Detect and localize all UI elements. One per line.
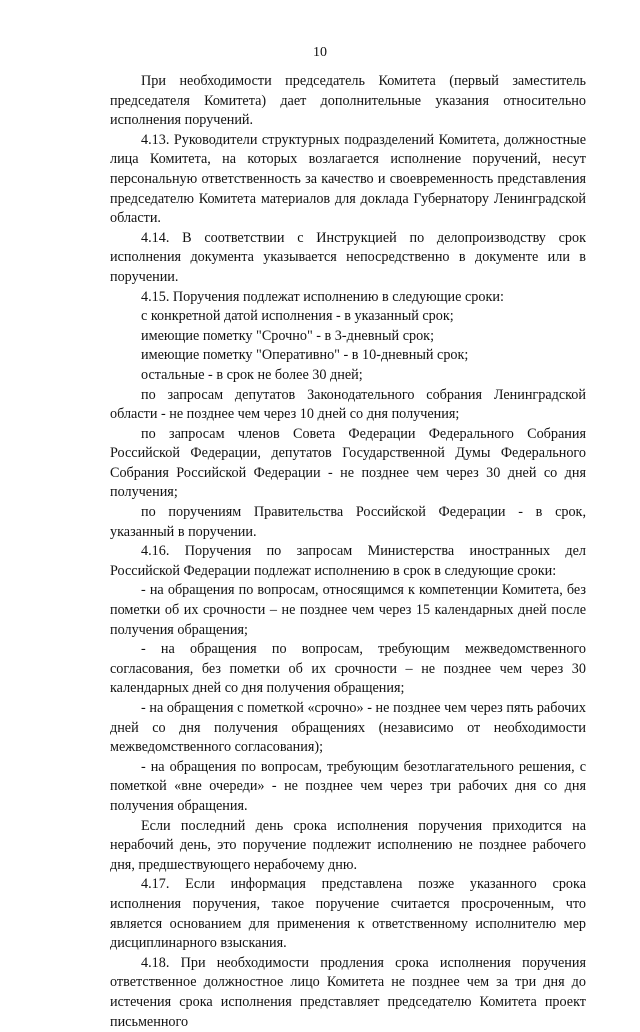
paragraph-additional-instructions: При необходимости председатель Комитета (первый заместитель председателя Комитета) дает дополнительные указания относительно исполнения поручений. [110,73,586,129]
paragraph-4-14: 4.14. В соответствии с Инструкцией по делопроизводству срок исполнения документа указывается непосредственно в документе или в поручении. [110,229,586,285]
mfa-item-competence: - на обращения по вопросам, относящимся к компетенции Комитета, без пометки об их срочности – не позднее чем через 15 календарных дней после получения обращения; [110,582,586,638]
paragraph-4-16: 4.16. Поручения по запросам Министерства иностранных дел Российской Федерации подлежат исполнению в срок в следующие сроки: [110,543,586,579]
paragraph-4-15: 4.15. Поручения подлежат исполнению в следующие сроки: [141,288,504,305]
page-number: 10 [313,45,327,60]
paragraph-4-17: 4.17. Если информация представлена позже указанного срока исполнения поручения, такое поручение считается просроченным, что является основанием для применения к ответственному исполнителю мер дисциплинарного взыскания. [110,876,586,952]
deadline-item-regional-deputies: по запросам депутатов Законодательного собрания Ленинградской области - не позднее чем через 10 дней со дня получения; [110,386,586,423]
paragraph-4-13: 4.13. Руководители структурных подразделений Комитета, должностные лица Комитета, на которых возлагается исполнение поручений, несут персональную ответственность за качество и своевременность представления председателю Комитета материалов для доклада Губернатору Ленинградской области. [110,131,586,227]
deadline-item-operative: имеющие пометку "Оперативно" - в 10-дневный срок; [141,347,469,364]
deadline-item-government: по поручениям Правительства Российской Федерации - в срок, указанный в поручении. [110,504,586,540]
deadline-item-others: остальные - в срок не более 30 дней; [141,366,363,383]
deadline-item-federal-deputies: по запросам членов Совета Федерации Федерального Собрания Российской Федерации, депутатов Государственной Думы Федерального Собрания Российской Федерации - не позднее чем через 30 дней со дня получения; [110,425,586,501]
mfa-item-interagency: - на обращения по вопросам, требующим межведомственного согласования, без пометки об их срочности – не позднее чем через 30 календарных дней со дня получения обращения; [110,641,586,697]
deadline-item-urgent: имеющие пометку "Срочно" - в 3-дневный срок; [141,327,435,344]
mfa-item-urgent: - на обращения с пометкой «срочно» - не позднее чем через пять рабочих дней со дня получения обращениях (независимо от необходимости межведомственного согласования); [110,700,586,756]
paragraph-non-working-day: Если последний день срока исполнения поручения приходится на нерабочий день, это поручение подлежит исполнению не позднее рабочего дня, предшествующего нерабочему дню. [110,817,586,873]
deadline-item-specific-date: с конкретной датой исполнения - в указанный срок; [141,308,454,325]
paragraph-4-18: 4.18. При необходимости продления срока исполнения поручения ответственное должностное лицо Комитета не позднее чем за три дня до истечения срока исполнения представляет председателю Комитета проект письменного [110,954,586,1030]
document-body [110,72,586,1032]
mfa-item-out-of-turn: - на обращения по вопросам, требующим безотлагательного решения, с пометкой «вне очереди» - не позднее чем через три рабочих дня со дня получения обращения. [110,758,586,814]
